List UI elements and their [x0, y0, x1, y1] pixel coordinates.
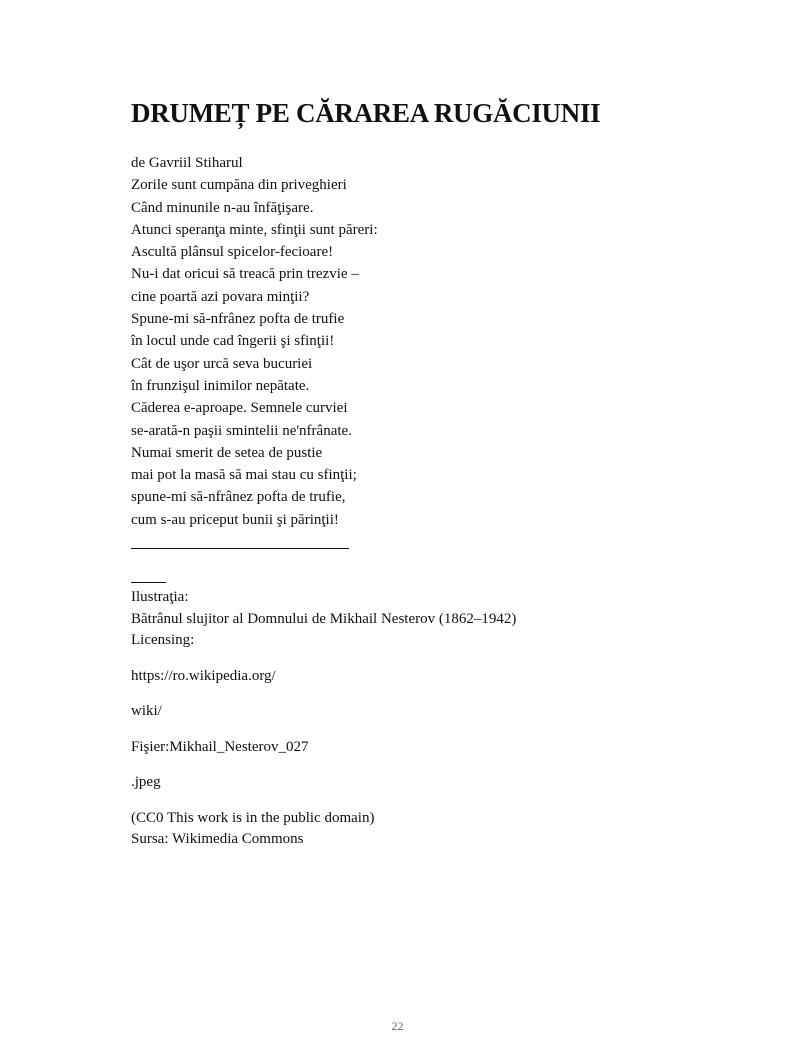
- page-number: 22: [391, 1019, 404, 1033]
- source-url-part: wiki/: [131, 703, 162, 719]
- poem-line: în locul unde cad îngerii şi sfinţii!: [131, 333, 335, 350]
- licensing-label: Licensing:: [131, 632, 195, 648]
- page-title: DRUMEȚ PE CĂRAREA RUGĂCIUNII: [131, 98, 601, 128]
- poem-line: Cât de uşor urcă seva bucuriei: [131, 355, 313, 372]
- source-url-part: https://ro.wikipedia.org/: [131, 667, 276, 684]
- poem-line: în frunzişul inimilor nepătate.: [131, 377, 310, 394]
- poem-line: cine poartă azi povara minţii?: [131, 288, 310, 305]
- footnotes: [131, 566, 516, 851]
- poem-line: Atunci speranţa minte, sfinţii sunt păreri:: [131, 221, 378, 238]
- source-url-part: .jpeg: [131, 774, 161, 790]
- source-credit: Sursa: Wikimedia Commons: [131, 831, 304, 847]
- footnote-divider: [131, 582, 166, 583]
- illustration-credit: Bătrânul slujitor al Domnului de Mikhail Nesterov (1862–1942): [131, 610, 517, 627]
- poem-line: Numai smerit de setea de pustie: [131, 444, 323, 461]
- poem-line: spune-mi să-nfrânez pofta de trufie,: [131, 489, 346, 506]
- poem-body: [131, 152, 378, 531]
- poem-line: Nu-i dat oricui să treacă prin trezvie –: [131, 266, 359, 283]
- author-line: de Gavriil Stiharul: [131, 155, 243, 171]
- poem-line: Când minunile n-au înfăţişare.: [131, 199, 314, 216]
- poem-line: cum s-au priceput bunii şi părinţii!: [131, 511, 339, 528]
- poem-line: se-arată-n paşii smintelii ne'nfrânate.: [131, 422, 352, 439]
- poem-line: Ascultă plânsul spicelor-fecioare!: [131, 244, 334, 261]
- license-text: (CC0 This work is in the public domain): [131, 809, 375, 826]
- poem-line: Zorile sunt cumpăna din priveghieri: [131, 177, 347, 194]
- poem-line: Spune-mi să-nfrânez pofta de trufie: [131, 311, 345, 328]
- poem-line: mai pot la masă să mai stau cu sfinţii;: [131, 467, 357, 484]
- source-url-part: Fişier:Mikhail_Nesterov_027: [131, 738, 309, 755]
- poem-line: Căderea e-aproape. Semnele curviei: [131, 400, 348, 417]
- illustration-label: Ilustraţia:: [131, 589, 189, 605]
- section-divider: [131, 548, 349, 549]
